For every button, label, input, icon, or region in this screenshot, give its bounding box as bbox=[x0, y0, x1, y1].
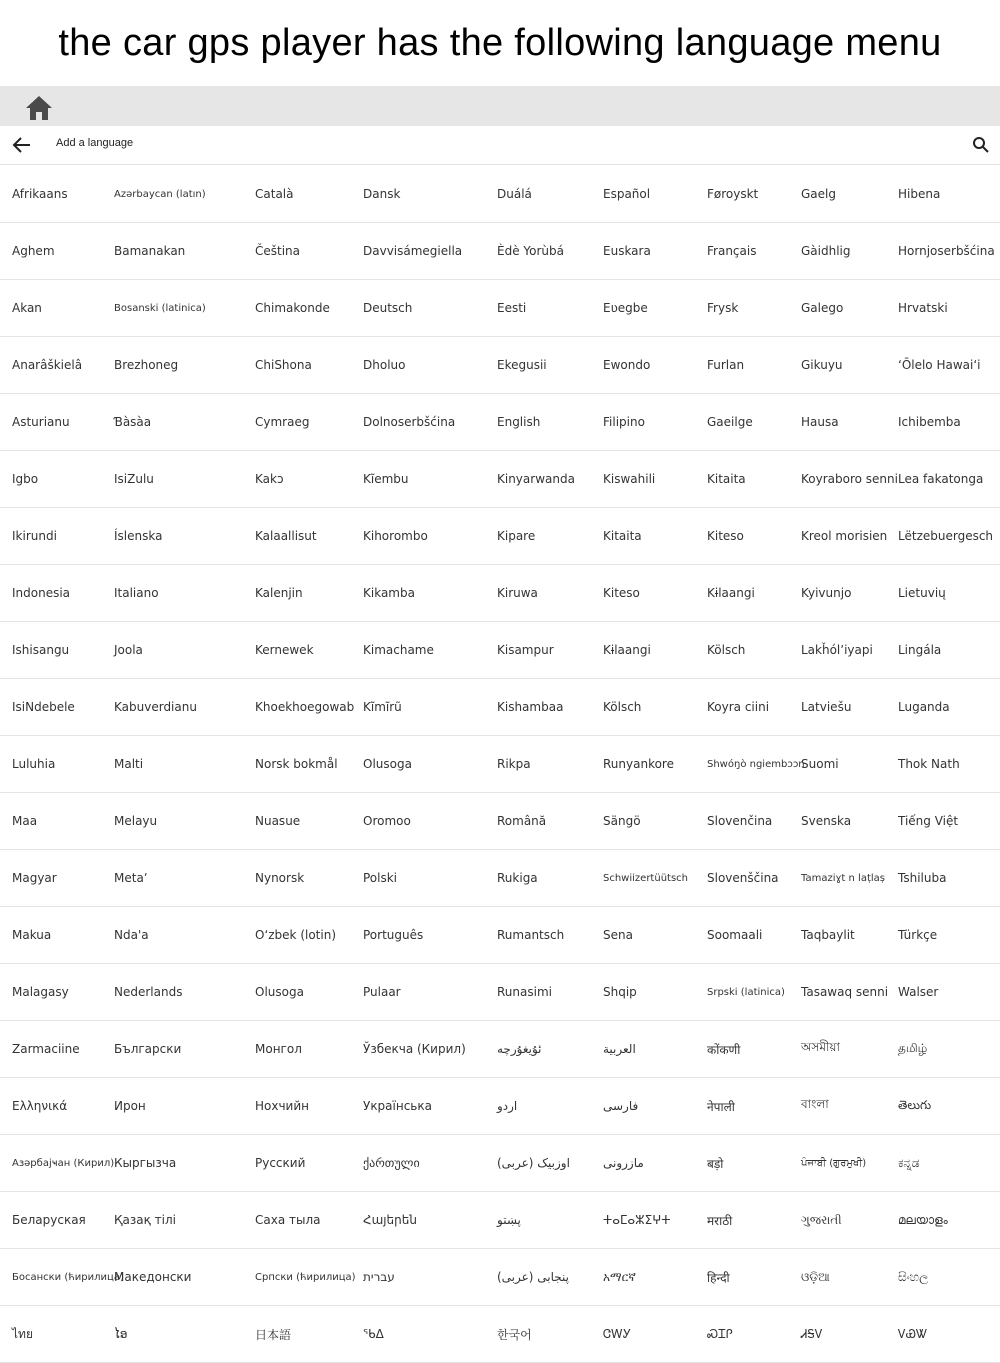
search-icon[interactable] bbox=[972, 136, 990, 154]
language-item[interactable]: Gaelg bbox=[801, 187, 836, 201]
language-item[interactable]: Zarmaciine bbox=[12, 1042, 80, 1056]
language-item[interactable]: Èdè Yorùbá bbox=[497, 244, 564, 258]
back-arrow-icon[interactable] bbox=[12, 136, 32, 154]
language-item[interactable]: Maa bbox=[12, 814, 38, 828]
language-item[interactable]: Indonesia bbox=[12, 586, 71, 600]
language-item[interactable]: Ekegusii bbox=[497, 358, 547, 372]
language-item[interactable]: Босански (ћирилица) bbox=[12, 1271, 124, 1283]
language-item[interactable]: Filipino bbox=[603, 415, 645, 429]
language-item[interactable]: Български bbox=[114, 1042, 182, 1056]
language-item[interactable]: ʻŌlelo Hawaiʻi bbox=[898, 358, 981, 372]
language-item[interactable]: Монгол bbox=[255, 1042, 302, 1056]
language-item[interactable]: Nederlands bbox=[114, 985, 183, 999]
language-item[interactable]: Kalenjin bbox=[255, 586, 303, 600]
language-item[interactable]: Runyankore bbox=[603, 757, 674, 771]
language-row bbox=[0, 166, 1000, 223]
language-item[interactable]: සිංහල bbox=[898, 1269, 929, 1284]
language-item[interactable]: Kikamba bbox=[363, 586, 415, 600]
language-item[interactable]: Walser bbox=[898, 985, 939, 999]
language-item[interactable]: Euskara bbox=[603, 244, 651, 258]
language-item[interactable]: Afrikaans bbox=[12, 187, 68, 201]
language-item[interactable]: ᏙᏯᏔ bbox=[898, 1326, 928, 1341]
language-item[interactable]: Kyivunjo bbox=[801, 586, 852, 600]
language-item[interactable]: Српски (ћирилица) bbox=[255, 1271, 356, 1283]
language-item[interactable]: Suomi bbox=[801, 757, 839, 771]
language-item[interactable]: ଓଡ଼ିଆ bbox=[801, 1269, 830, 1284]
language-item[interactable]: Kinyarwanda bbox=[497, 472, 575, 486]
language-item[interactable]: ᏗᎦᏙ bbox=[801, 1326, 823, 1341]
language-item[interactable]: Lakȟólʼiyapi bbox=[801, 643, 873, 657]
language-item[interactable]: Malagasy bbox=[12, 985, 69, 999]
language-item[interactable]: অসমীয়া bbox=[801, 1040, 840, 1054]
language-item[interactable]: Magyar bbox=[12, 871, 57, 885]
language-row bbox=[0, 1192, 1000, 1249]
language-item[interactable]: ქართული bbox=[363, 1156, 420, 1170]
language-item[interactable]: తెలుగు bbox=[898, 1097, 932, 1112]
language-item[interactable]: Duálá bbox=[497, 187, 532, 201]
language-item[interactable]: Kiswahili bbox=[603, 472, 656, 486]
language-item[interactable]: Kiteso bbox=[707, 529, 744, 543]
language-item[interactable]: English bbox=[497, 415, 541, 429]
language-item[interactable]: ᖃᐃ bbox=[363, 1327, 384, 1341]
language-item[interactable]: Ɓàsàa bbox=[114, 415, 152, 429]
language-item[interactable]: ᏣᎳᎩ bbox=[603, 1326, 632, 1341]
language-item[interactable]: Kölsch bbox=[707, 643, 746, 657]
language-item[interactable]: مازرونی bbox=[603, 1156, 644, 1170]
language-item[interactable]: Pulaar bbox=[363, 985, 401, 999]
language-item[interactable]: Shwóŋò ngiembɔɔn bbox=[707, 758, 805, 770]
language-item[interactable]: Metaʼ bbox=[114, 871, 148, 885]
language-item[interactable]: Kabuverdianu bbox=[114, 700, 197, 714]
language-item[interactable]: Bamanakan bbox=[114, 244, 186, 258]
language-item[interactable]: Kĩmĩrũ bbox=[363, 700, 402, 714]
language-row bbox=[0, 280, 1000, 337]
language-item[interactable]: Svenska bbox=[801, 814, 852, 828]
language-grid bbox=[0, 166, 1000, 1363]
language-item[interactable]: Sängö bbox=[603, 814, 641, 828]
language-item[interactable]: Português bbox=[363, 928, 424, 942]
language-item[interactable]: Русский bbox=[255, 1156, 306, 1170]
language-item[interactable]: Čeština bbox=[255, 244, 301, 258]
language-item[interactable]: Asturianu bbox=[12, 415, 70, 429]
language-item[interactable]: Koyra ciini bbox=[707, 700, 770, 714]
language-item[interactable]: Thok Nath bbox=[898, 757, 960, 771]
language-item[interactable]: Eʋegbe bbox=[603, 301, 648, 315]
language-item[interactable]: Kreol morisien bbox=[801, 529, 888, 543]
language-item[interactable]: Беларуская bbox=[12, 1213, 86, 1227]
language-item[interactable]: Nuasue bbox=[255, 814, 301, 828]
language-item[interactable]: پنجابی (عربی) bbox=[497, 1270, 570, 1284]
language-item[interactable]: Rikpa bbox=[497, 757, 531, 771]
language-item[interactable]: Latviešu bbox=[801, 700, 852, 714]
language-item[interactable]: ໄອ bbox=[114, 1327, 128, 1341]
language-item[interactable]: Қазақ тілі bbox=[114, 1213, 176, 1227]
language-item[interactable]: ਪੰਜਾਬੀ (ਗੁਰਮੁਖੀ) bbox=[801, 1157, 867, 1169]
language-item[interactable]: Kihorombo bbox=[363, 529, 428, 543]
language-item[interactable]: Galego bbox=[801, 301, 844, 315]
language-item[interactable]: Kisampur bbox=[497, 643, 554, 657]
language-item[interactable]: Taqbaylit bbox=[801, 928, 855, 942]
language-row bbox=[0, 223, 1000, 280]
language-item[interactable]: فارسی bbox=[603, 1099, 639, 1113]
language-item[interactable]: Kishambaa bbox=[497, 700, 564, 714]
language-item[interactable]: Français bbox=[707, 244, 757, 258]
language-item[interactable]: बड़ो bbox=[707, 1156, 724, 1171]
language-item[interactable]: Dholuo bbox=[363, 358, 406, 372]
language-item[interactable]: 한국어 bbox=[497, 1327, 532, 1342]
language-item[interactable]: Olusoga bbox=[255, 985, 304, 999]
language-item[interactable]: Català bbox=[255, 187, 294, 201]
language-item[interactable]: Tshiluba bbox=[898, 871, 947, 885]
language-row bbox=[0, 1306, 1000, 1363]
language-item[interactable]: Kitaita bbox=[707, 472, 746, 486]
language-item[interactable]: Dolnoserbšćina bbox=[363, 415, 456, 429]
language-item[interactable]: Anarâškielâ bbox=[12, 358, 83, 372]
language-item[interactable]: Srpski (latinica) bbox=[707, 986, 785, 998]
language-row bbox=[0, 850, 1000, 907]
language-item[interactable]: Ewondo bbox=[603, 358, 651, 372]
language-row bbox=[0, 1078, 1000, 1135]
language-item[interactable]: Italiano bbox=[114, 586, 159, 600]
language-row bbox=[0, 565, 1000, 622]
language-item[interactable]: IsiZulu bbox=[114, 472, 154, 486]
language-item[interactable]: Ndaꞌa bbox=[114, 928, 149, 942]
language-item[interactable]: Luganda bbox=[898, 700, 950, 714]
language-item[interactable]: Українська bbox=[363, 1099, 432, 1113]
language-item[interactable]: Makua bbox=[12, 928, 52, 942]
language-item[interactable]: Hornjoserbšćina bbox=[898, 244, 995, 258]
language-item[interactable]: Luluhia bbox=[12, 757, 56, 771]
language-item[interactable]: Shqip bbox=[603, 985, 637, 999]
language-item[interactable]: Tiếng Việt bbox=[898, 814, 959, 828]
language-item[interactable]: Ichibemba bbox=[898, 415, 961, 429]
language-item[interactable]: Kernewek bbox=[255, 643, 314, 657]
language-item[interactable]: தமிழ் bbox=[898, 1041, 928, 1055]
language-item[interactable]: Kimachame bbox=[363, 643, 434, 657]
language-item[interactable]: Sena bbox=[603, 928, 633, 942]
language-item[interactable]: Kiteso bbox=[603, 586, 640, 600]
language-item[interactable]: Íslenska bbox=[114, 529, 163, 543]
language-item[interactable]: Нохчийн bbox=[255, 1099, 309, 1113]
language-item[interactable]: پښتو bbox=[497, 1213, 521, 1227]
language-item[interactable]: 日本語 bbox=[255, 1327, 292, 1342]
language-item[interactable]: Dansk bbox=[363, 187, 401, 201]
language-item[interactable]: العربية bbox=[603, 1042, 636, 1056]
language-item[interactable]: Aghem bbox=[12, 244, 55, 258]
status-bar bbox=[0, 86, 1000, 126]
language-item[interactable]: Lea fakatonga bbox=[898, 472, 984, 486]
language-item[interactable]: Македонски bbox=[114, 1270, 192, 1284]
language-item[interactable]: Кыргызча bbox=[114, 1156, 177, 1170]
language-item[interactable]: Davvisámegiella bbox=[363, 244, 463, 258]
language-item[interactable]: Polski bbox=[363, 871, 398, 885]
language-item[interactable]: कोंकणी bbox=[707, 1042, 741, 1057]
language-item[interactable]: Ikirundi bbox=[12, 529, 57, 543]
language-item[interactable]: ChiShona bbox=[255, 358, 312, 372]
language-item[interactable]: Türkçe bbox=[898, 928, 938, 942]
language-row bbox=[0, 451, 1000, 508]
language-item[interactable]: हिन्दी bbox=[707, 1270, 730, 1285]
language-row bbox=[0, 907, 1000, 964]
language-item[interactable]: Azərbaycan (latın) bbox=[114, 188, 206, 200]
language-item[interactable]: मराठी bbox=[707, 1213, 733, 1228]
language-item[interactable]: Deutsch bbox=[363, 301, 413, 315]
language-item[interactable]: Ирон bbox=[114, 1099, 146, 1113]
language-item[interactable]: Саха тыла bbox=[255, 1213, 321, 1227]
language-item[interactable]: አማርኛ bbox=[603, 1269, 636, 1284]
language-item[interactable]: Brezhoneg bbox=[114, 358, 179, 372]
language-row bbox=[0, 508, 1000, 565]
language-item[interactable]: Cymraeg bbox=[255, 415, 310, 429]
language-item[interactable]: മലയാളം bbox=[898, 1212, 948, 1227]
language-item[interactable]: Soomaali bbox=[707, 928, 763, 942]
language-item[interactable]: Norsk bokmål bbox=[255, 757, 338, 771]
language-row bbox=[0, 1135, 1000, 1192]
language-item[interactable]: Rukiga bbox=[497, 871, 538, 885]
language-item[interactable]: Gàidhlig bbox=[801, 244, 851, 258]
language-item[interactable]: Kakɔ bbox=[255, 472, 284, 486]
language-item[interactable]: Melayu bbox=[114, 814, 158, 828]
language-item[interactable]: ಕನ್ನಡ bbox=[898, 1155, 920, 1170]
language-item[interactable]: Chimakonde bbox=[255, 301, 330, 315]
language-item[interactable]: Tasawaq senni bbox=[801, 985, 889, 999]
language-item[interactable]: Oromoo bbox=[363, 814, 411, 828]
language-item[interactable]: Ελληνικά bbox=[12, 1099, 68, 1113]
language-item[interactable]: Eesti bbox=[497, 301, 527, 315]
language-item[interactable]: Kölsch bbox=[603, 700, 642, 714]
language-item[interactable]: اردو bbox=[497, 1099, 518, 1113]
language-item[interactable]: ગુજરાતી bbox=[801, 1212, 842, 1227]
language-item[interactable]: Kɨlaangi bbox=[603, 643, 651, 657]
language-item[interactable]: ئۇيغۇرچە bbox=[497, 1042, 542, 1056]
language-item[interactable]: Tamaziɣt n laṭlaṣ bbox=[801, 872, 885, 884]
language-item[interactable]: Føroyskt bbox=[707, 187, 759, 201]
language-row bbox=[0, 736, 1000, 793]
language-item[interactable]: Furlan bbox=[707, 358, 745, 372]
language-item[interactable]: Hibena bbox=[898, 187, 941, 201]
language-item[interactable]: Igbo bbox=[12, 472, 39, 486]
language-item[interactable]: Азәрбајҹан (Кирил) bbox=[12, 1157, 115, 1169]
language-row bbox=[0, 1249, 1000, 1306]
language-item[interactable]: Gaeilge bbox=[707, 415, 753, 429]
language-item[interactable]: Khoekhoegowab bbox=[255, 700, 355, 714]
language-item[interactable]: Olusoga bbox=[363, 757, 412, 771]
language-item[interactable]: Kiruwa bbox=[497, 586, 538, 600]
language-row bbox=[0, 337, 1000, 394]
language-item[interactable]: Kɨlaangi bbox=[707, 586, 755, 600]
language-item[interactable]: Español bbox=[603, 187, 651, 201]
language-item[interactable]: Slovenščina bbox=[707, 871, 779, 885]
language-item[interactable]: Joola bbox=[114, 643, 143, 657]
language-item[interactable]: Oʻzbek (lotin) bbox=[255, 928, 337, 942]
language-item[interactable]: Hausa bbox=[801, 415, 839, 429]
language-item[interactable]: Hrvatski bbox=[898, 301, 948, 315]
language-item[interactable]: Koyraboro senni bbox=[801, 472, 898, 486]
language-item[interactable]: Frysk bbox=[707, 301, 739, 315]
language-item[interactable]: Runasimi bbox=[497, 985, 552, 999]
language-item[interactable]: Ishisangu bbox=[12, 643, 70, 657]
language-item[interactable]: नेपाली bbox=[707, 1099, 735, 1114]
language-row bbox=[0, 394, 1000, 451]
language-item[interactable]: IsiNdebele bbox=[12, 700, 75, 714]
language-item[interactable]: ⵜⴰⵎⴰⵣⵉⵖⵜ bbox=[603, 1213, 671, 1227]
app-toolbar bbox=[0, 126, 1000, 165]
language-item[interactable]: ไทย bbox=[12, 1326, 33, 1341]
language-item[interactable]: Schwiizertüütsch bbox=[603, 872, 688, 884]
language-row bbox=[0, 793, 1000, 850]
language-item[interactable]: עברית bbox=[363, 1270, 395, 1284]
language-row bbox=[0, 622, 1000, 679]
language-item[interactable]: Lietuvių bbox=[898, 586, 946, 600]
language-item[interactable]: Bosanski (latinica) bbox=[114, 302, 206, 314]
language-item[interactable]: Kalaallisut bbox=[255, 529, 317, 543]
home-icon[interactable] bbox=[24, 94, 54, 122]
language-item[interactable]: Slovenčina bbox=[707, 814, 773, 828]
language-item[interactable]: Հայերեն bbox=[363, 1213, 417, 1227]
language-item[interactable]: Nynorsk bbox=[255, 871, 305, 885]
language-item[interactable]: Română bbox=[497, 814, 547, 828]
language-row bbox=[0, 679, 1000, 736]
language-item[interactable]: Kitaita bbox=[603, 529, 642, 543]
language-item[interactable]: اوزبیک (عربی) bbox=[497, 1156, 570, 1170]
language-item[interactable]: Lëtzebuergesch bbox=[898, 529, 994, 543]
language-row bbox=[0, 1021, 1000, 1078]
language-item[interactable]: Lingála bbox=[898, 643, 942, 657]
language-item[interactable]: Malti bbox=[114, 757, 144, 771]
language-row bbox=[0, 964, 1000, 1021]
page-title: Add a language bbox=[56, 137, 134, 149]
language-item[interactable]: Akan bbox=[12, 301, 42, 315]
caption-text: the car gps player has the following language menu bbox=[58, 21, 942, 64]
language-item[interactable]: Ўзбекча (Кирил) bbox=[363, 1042, 466, 1056]
language-item[interactable]: Rumantsch bbox=[497, 928, 565, 942]
language-item[interactable]: Kĩembu bbox=[363, 472, 409, 486]
language-item[interactable]: বাংলা bbox=[801, 1097, 829, 1111]
language-item[interactable]: Kipare bbox=[497, 529, 536, 543]
language-item[interactable]: ᏍᏆᎵ bbox=[707, 1326, 733, 1341]
language-item[interactable]: Gikuyu bbox=[801, 358, 843, 372]
